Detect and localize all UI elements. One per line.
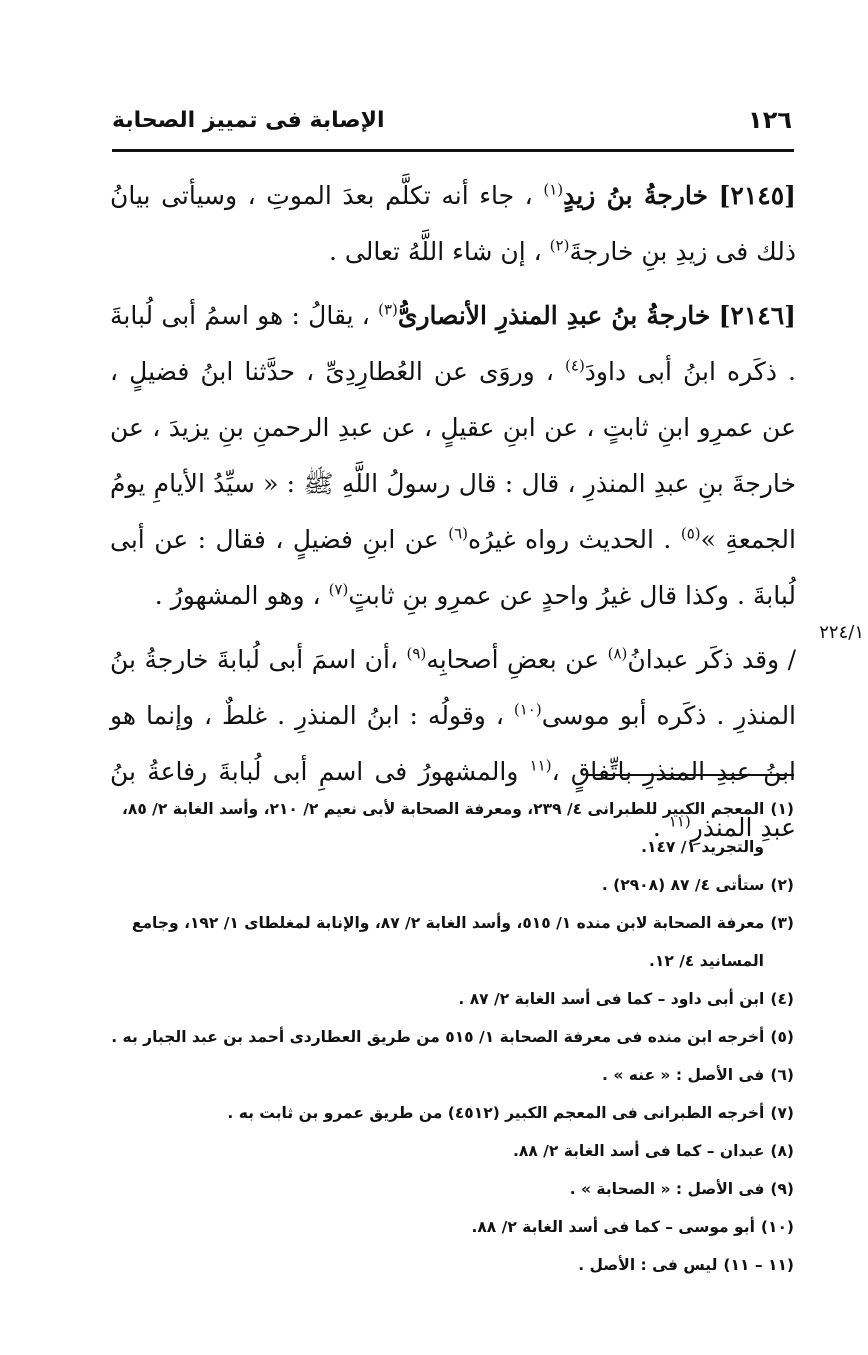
footnote-text: معرفة الصحابة لابن منده ١/ ٥١٥، وأسد الغابة ٢/ ٨٧، والإنابة لمغلطاى ١/ ١٩٢، وجامع xyxy=(131,914,765,932)
page-number: ١٢٦ xyxy=(748,106,792,134)
footnote-ref: (٦) xyxy=(448,524,469,543)
entry-name: خارجةُ بنُ زيدٍ xyxy=(563,181,708,210)
paragraph-text: والمشهورُ فى اسمِ أبى لُبابةَ رفاعةُ بنُ عبدِ المنذرِ xyxy=(110,757,796,842)
paragraph-text: ، جاء أنه تكلَّم بعدَ الموتِ ، وسيأتى بيانُ ذلك فى زيدِ بنِ خارجةَ xyxy=(110,181,796,266)
footnote-ref: (١١ xyxy=(529,756,552,775)
footnote-continuation: المسانيد ٤/ ١٢. xyxy=(649,952,764,970)
footnotes xyxy=(100,790,794,1284)
footnote-number: (٢) xyxy=(770,876,794,894)
footnote-item xyxy=(100,1208,794,1246)
footnote-ref: (٥) xyxy=(680,524,701,543)
footnote-item xyxy=(100,1056,794,1094)
footnote-text: أخرجه الطبرانى فى المعجم الكبير (٤٥١٢) من طريق عمرو بن ثابت به . xyxy=(227,1104,765,1122)
footnote-number: (٧) xyxy=(770,1104,794,1122)
footnote-number: (١١ – ١١) xyxy=(723,1256,794,1274)
footnote-ref: (٣) xyxy=(378,300,398,319)
footnote-ref: (١١ xyxy=(668,812,691,831)
footnote-text: أبو موسى – كما فى أسد الغابة ٢/ ٨٨. xyxy=(471,1218,755,1236)
footnote-text: فى الأصل : « عنه » . xyxy=(602,1066,765,1084)
footnote-text: فى الأصل : « الصحابة » . xyxy=(569,1180,765,1198)
entry-number: [٢١٤٦] xyxy=(718,301,796,330)
footnote-number: (٥) xyxy=(770,1028,794,1046)
footnote-text: ابن أبى داود – كما فى أسد الغابة ٢/ ٨٧ . xyxy=(458,990,765,1008)
margin-reference: ٢٢٤/١ xyxy=(819,622,864,643)
running-title: الإصابة فى تمييز الصحابة xyxy=(112,107,385,133)
page-header xyxy=(112,100,792,140)
footnote-item xyxy=(100,1246,794,1284)
footnote-ref: (٧) xyxy=(328,580,349,599)
paragraph-text: / وقد ذكَر عبدانُ xyxy=(627,645,797,674)
footnote-ref: (١٠) xyxy=(513,700,542,719)
footnote-item xyxy=(100,904,794,942)
footnote-ref: (٤) xyxy=(565,356,585,375)
paragraph-text: ،أن اسمَ أبى لُبابةَ خارجةُ بنُ المنذرِ . ذكَره أبو موسى xyxy=(110,645,797,730)
entry-number: [٢١٤٥] xyxy=(718,181,796,210)
paragraph-text: ، وهو المشهورُ . xyxy=(154,581,321,610)
main-text xyxy=(110,168,796,864)
footnote-text: أخرجه ابن منده فى معرفة الصحابة ١/ ٥١٥ من طريق العطاردى أحمد بن عبد الجبار به . xyxy=(111,1028,765,1046)
footnote-text: ستأتى ٤/ ٨٧ (٢٩٠٨) . xyxy=(601,876,765,894)
footnotes-rule xyxy=(586,774,794,776)
footnote-number: (١٠) xyxy=(760,1218,794,1236)
footnote-continuation: والتجريد ١/ ١٤٧. xyxy=(641,838,764,856)
entry-2145 xyxy=(110,168,796,280)
footnote-number: (٣) xyxy=(770,914,794,932)
entry-2146 xyxy=(110,288,796,624)
footnote-item xyxy=(100,790,794,828)
footnote-ref: (٢) xyxy=(549,236,570,255)
footnote-number: (١) xyxy=(770,800,794,818)
footnote-ref: (٩) xyxy=(406,644,427,663)
footnote-item xyxy=(100,866,794,904)
footnote-number: (٩) xyxy=(770,1180,794,1198)
paragraph-text: ، يقالُ : هو اسمُ أبى لُبابةَ . ذكَره ابنُ أبى داودَ xyxy=(110,301,796,386)
footnote-number: (٨) xyxy=(770,1142,794,1160)
footnote-ref: (١) xyxy=(543,180,564,199)
footnote-ref: (٨) xyxy=(607,644,628,663)
footnote-item xyxy=(100,980,794,1018)
paragraph-text: . الحديث رواه غيرُه xyxy=(468,525,672,554)
footnote-number: (٤) xyxy=(770,990,794,1008)
paragraph-text: ، وقولُه : ابنُ المنذرِ . غلطٌ ، وإنما هو ابنُ عبدِ المنذرِ باتِّفاقٍ ، xyxy=(110,701,797,786)
paragraph-text: عن ابنِ فضيلٍ ، فقال : عن أبى لُبابةَ . وكذا قال غيرُ واحدٍ عن عمرِو بنِ ثابتٍ xyxy=(110,525,796,610)
footnote-item xyxy=(100,1018,794,1056)
paragraph-text: عن بعضِ أصحابِه xyxy=(426,645,600,674)
paragraph-text: ، إن شاء اللَّهُ تعالى . xyxy=(329,237,542,266)
footnote-item xyxy=(100,1132,794,1170)
footnote-item xyxy=(100,1094,794,1132)
footnote-text: عبدان – كما فى أسد الغابة ٢/ ٨٨. xyxy=(512,1142,765,1160)
footnote-number: (٦) xyxy=(770,1066,794,1084)
paragraph-text: ، وروَى عن العُطارِدِىِّ ، حدَّثنا ابنُ فضيلٍ ، عن عمرِو ابنِ ثابتٍ ، عن ابنِ عقيلٍ ، عن عبدِ الرحمنِ بنِ يزيدَ ، عن خارجةَ بنِ عبدِ المنذرِ ، قال : قال رسولُ اللَّهِ ﷺ : « سيِّدُ الأيامِ يومُ الجمعةِ » xyxy=(110,357,796,554)
entry-name: خارجةُ بنُ عبدِ المنذرِ الأنصارىُّ xyxy=(397,301,711,330)
paragraph-text: . xyxy=(652,813,661,842)
footnote-item xyxy=(100,1170,794,1208)
header-rule xyxy=(112,149,794,152)
footnote-text: المعجم الكبير للطبرانى ٤/ ٢٣٩، ومعرفة الصحابة لأبى نعيم ٢/ ٢١٠، وأسد الغابة ٢/ ٨٥، xyxy=(121,800,765,818)
footnote-text: ليس فى : الأصل . xyxy=(578,1256,718,1274)
